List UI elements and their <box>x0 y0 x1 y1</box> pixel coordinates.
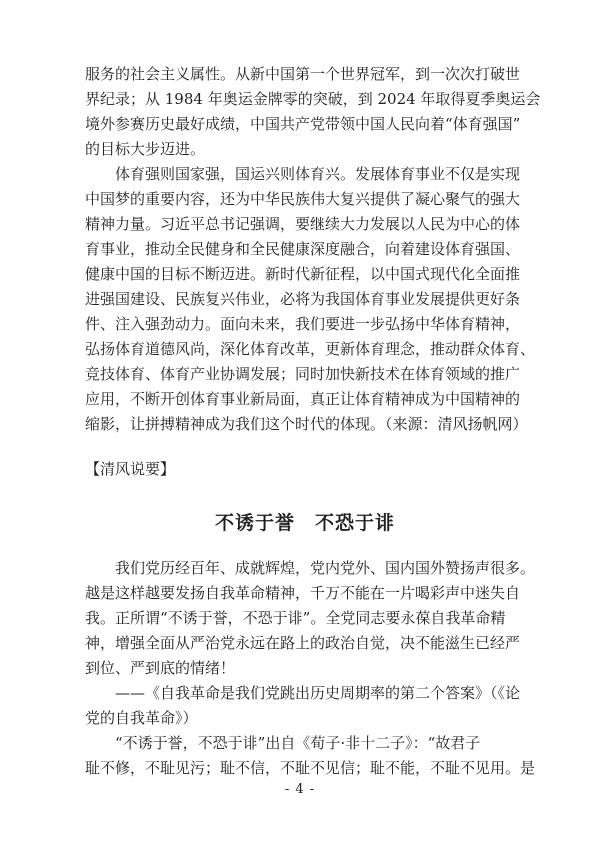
page-number: - 4 - <box>284 782 316 797</box>
text-line: 体育强则国家强，国运兴则体育兴。发展体育事业不仅是实现 <box>85 165 521 183</box>
text-line: 【清风说要】 <box>85 460 176 478</box>
text-line: 耻不修，不耻见污；耻不信，不耻不见信；耻不能，不耻不见用。是 <box>85 759 536 777</box>
quote-attribution <box>85 681 525 731</box>
text-line: 育事业，推动全民健身和全民健康深度融合，向着建设体育强国、 <box>85 240 521 258</box>
paragraph-self-revolution <box>85 556 536 681</box>
text-line: 健康中国的目标不断迈进。新时代新征程，以中国式现代化全面推 <box>85 265 521 283</box>
text-line: 进强国建设、民族复兴伟业，必将为我国体育事业发展提供更好条 <box>85 290 521 308</box>
text-line: 境外参赛历史最好成绩，中国共产党带领中国人民向着“体育强国” <box>85 115 521 133</box>
text-line: 缩影，让拼搏精神成为我们这个时代的体现。（来源：清风扬帆网） <box>85 415 528 433</box>
text-line: 精神力量。习近平总书记强调，要继续大力发展以人民为中心的体 <box>85 215 521 233</box>
paragraph-sports-continuation <box>85 62 541 162</box>
text-line: 的目标大步迈进。 <box>85 140 206 158</box>
text-line: 越是这样越要发扬自我革命精神，千万不能在一片喝彩声中迷失自 <box>85 584 521 602</box>
text-line: 神，增强全面从严治党永远在路上的政治自觉，决不能滋生已经严 <box>85 634 521 652</box>
text-line: 我。正所谓“不诱于誉，不恐于诽”。全党同志要永葆自我革命精 <box>85 609 506 627</box>
text-line: 中国梦的重要内容，还为中华民族伟大复兴提供了凝心聚气的强大 <box>85 190 521 208</box>
text-line: 应用，不断开创体育事业新局面，真正让体育精神成为中国精神的 <box>85 390 521 408</box>
text-line: ——《自我革命是我们党跳出历史周期率的第二个答案》（《论 <box>85 684 521 702</box>
text-line: 到位、严到底的情绪！ <box>85 659 236 677</box>
text-line: 界纪录；从 1984 年奥运金牌零的突破，到 2024 年取得夏季奥运会 <box>85 90 541 108</box>
article-title <box>85 508 525 538</box>
text-line: 我们党历经百年、成就辉煌，党内党外、国内国外赞扬声很多。 <box>85 559 536 577</box>
document-content <box>85 62 541 781</box>
section-label <box>85 457 525 482</box>
paragraph-xunzi-quote <box>85 731 536 781</box>
text-line: “不诱于誉，不恐于诽”出自《荀子·非十二子》：“故君子 <box>85 734 481 752</box>
text-line: 弘扬体育道德风尚，深化体育改革，更新体育理念，推动群众体育、 <box>85 340 536 358</box>
text-line: 不诱于誉 不恐于诽 <box>214 512 395 534</box>
text-line: 竞技体育、体育产业协调发展；同时加快新技术在体育领域的推广 <box>85 365 521 383</box>
text-line: 党的自我革命》） <box>85 709 198 727</box>
text-line: 件、注入强劲动力。面向未来，我们要进一步弘扬中华体育精神， <box>85 315 521 333</box>
paragraph-sports-strong-nation <box>85 162 536 437</box>
text-line: 服务的社会主义属性。从新中国第一个世界冠军，到一次次打破世 <box>85 65 521 83</box>
